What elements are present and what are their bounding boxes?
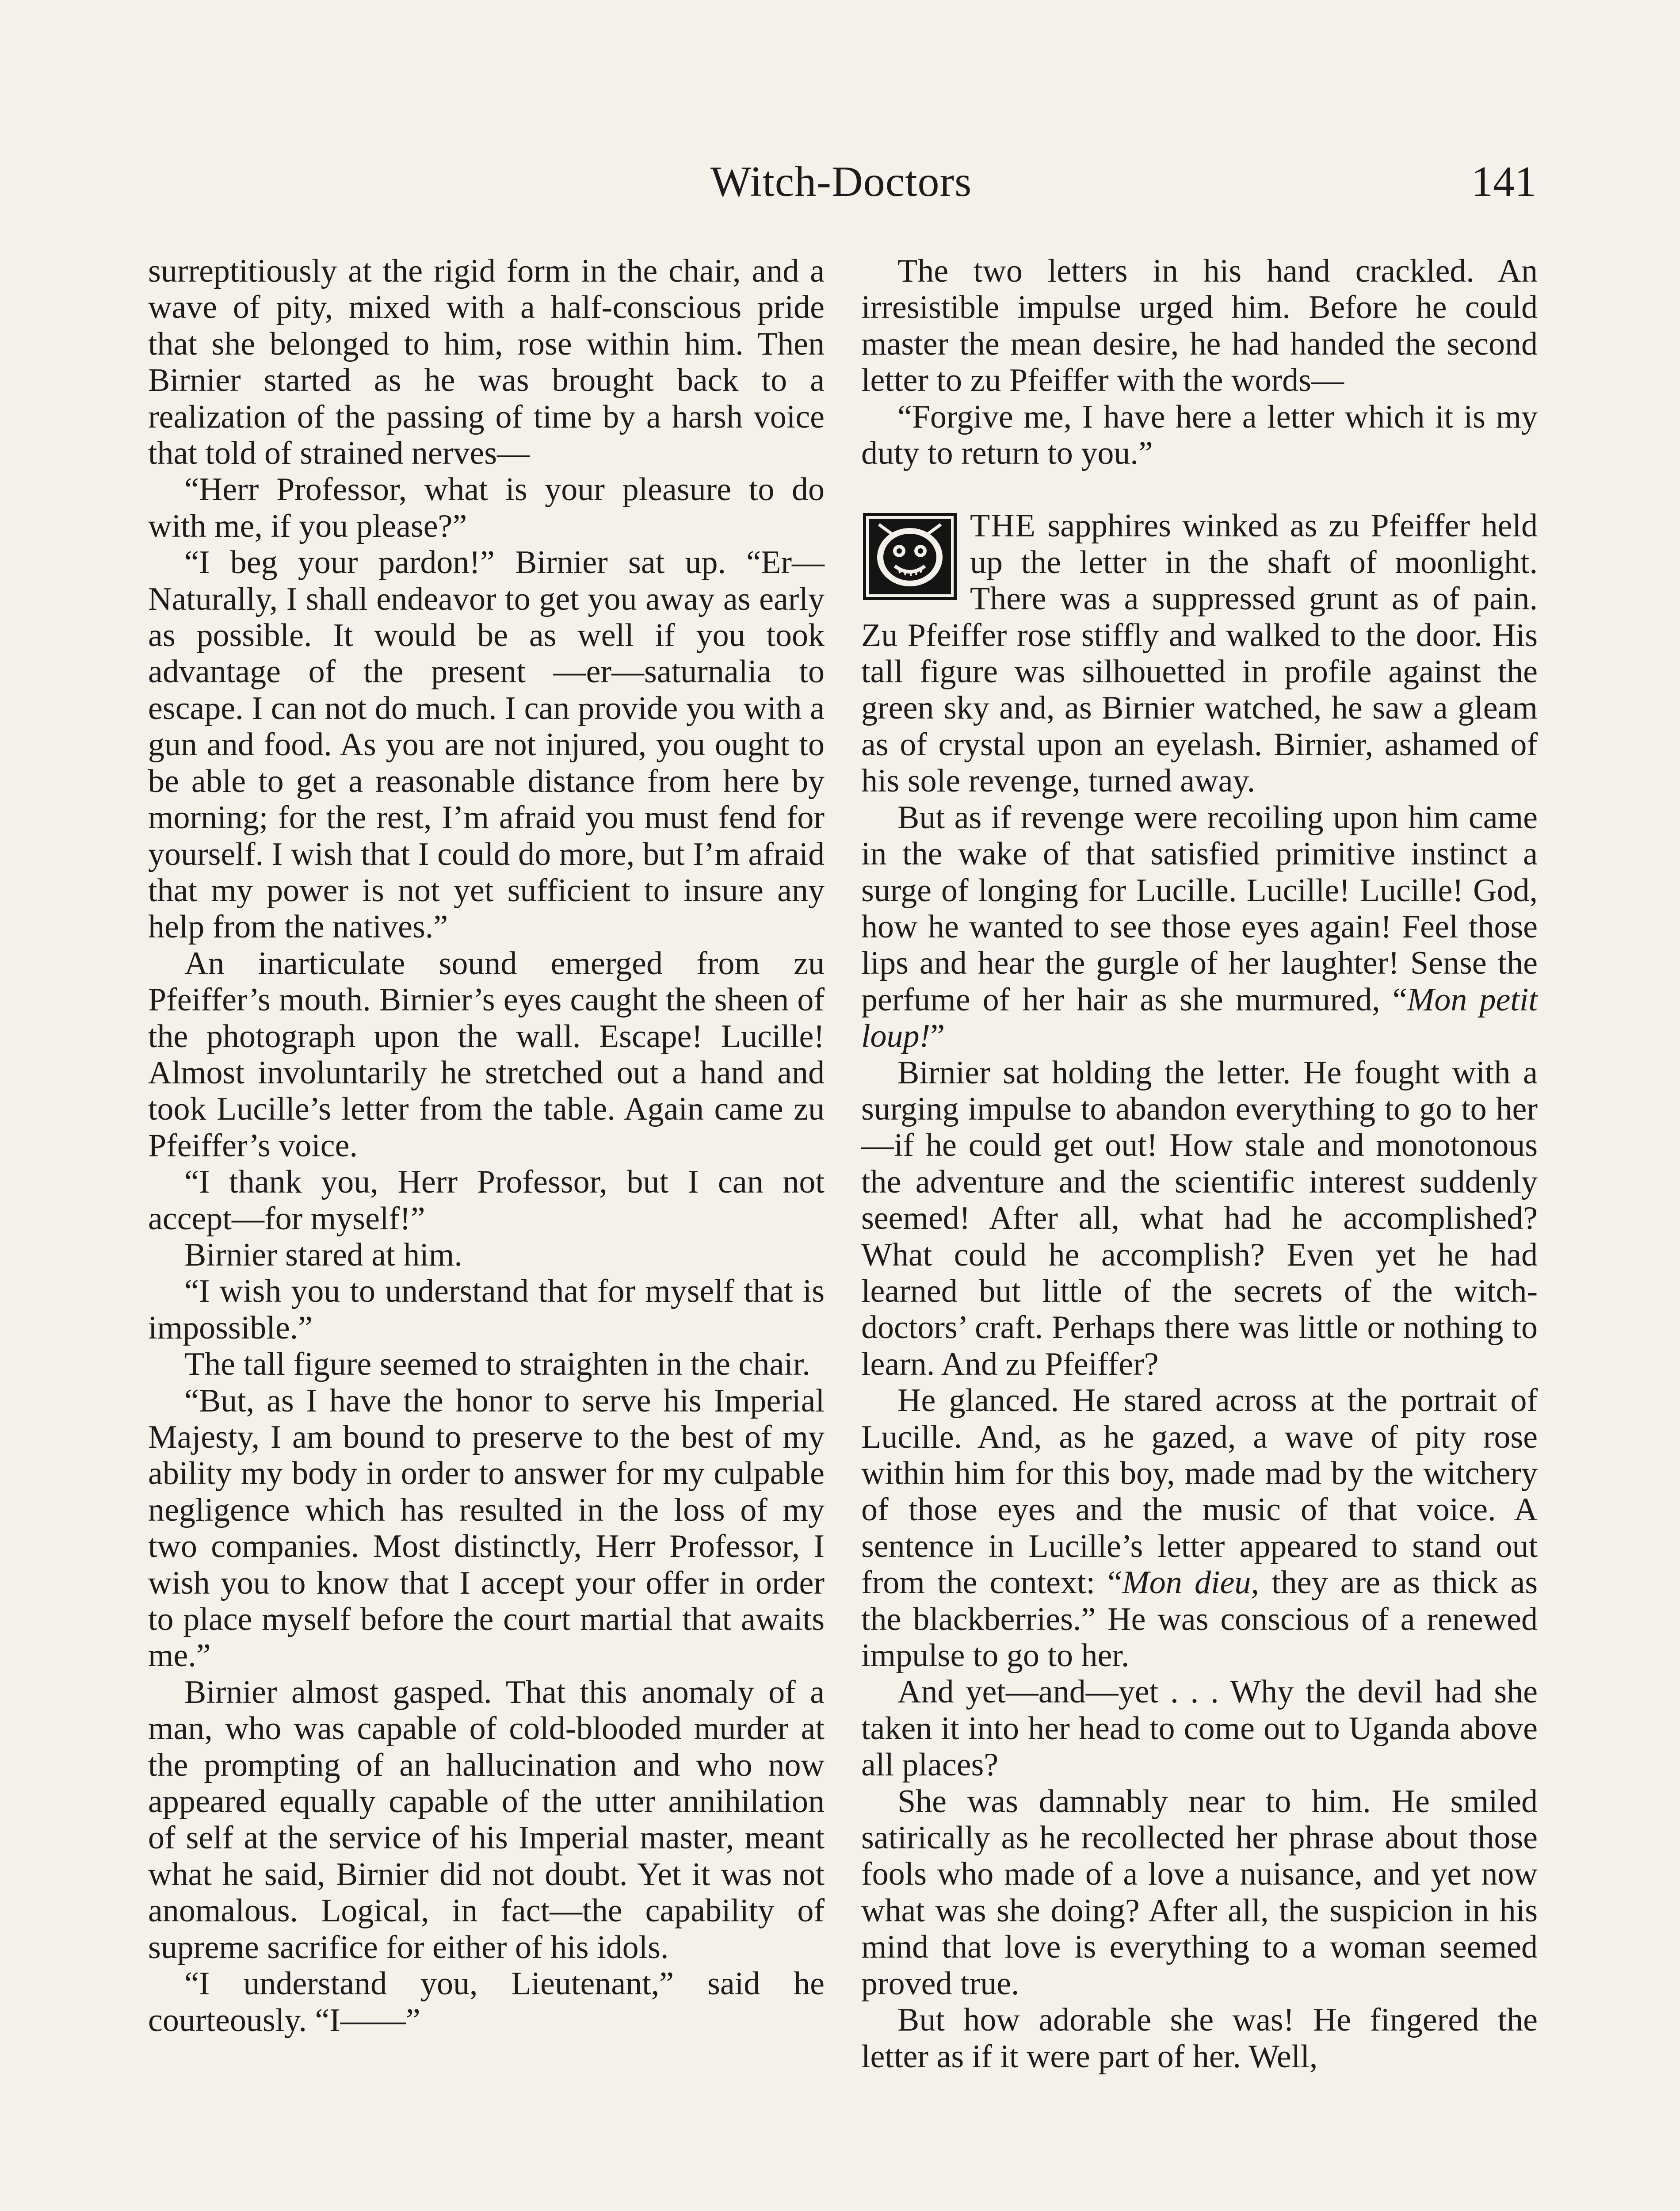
paragraph: The two letters in his hand crackled. An irresistible impulse urged him. Before he could master the mean desire, he had handed the second letter to zu Pfeiffer with the words— <box>861 253 1538 399</box>
paragraph: surreptitiously at the rigid form in the chair, and a wave of pity, mixed with a half-conscious pride that she belonged to him, rose within him. Then Birnier started as he was brought back to a realization of the passing of time by a harsh voice that told of strained nerves— <box>148 253 825 472</box>
running-head: Witch-Doctors <box>710 158 972 206</box>
paragraph-text: sapphires winked as zu Pfeiffer held up the letter in the shaft of moonlight. There was a suppressed grunt as of pain. Zu Pfeiffer rose stiffly and walked to the door. His tall figure was silhouetted in profile against the green sky and, as Birnier watched, he saw a gleam as of crystal upon an eyelash. Birnier, ashamed of his sole revenge, turned away. <box>861 508 1538 799</box>
paragraph-text: He glanced. He stared across at the portrait of Lucille. And, as he gazed, a wave of pity rose within him for this boy, made mad by the witchery of those eyes and the music of that voice. A sentence in Lucille’s letter appeared to stand out from the context: “ <box>861 1382 1538 1601</box>
italic-phrase: Mon petit loup! <box>861 981 1538 1055</box>
italic-phrase: Mon dieu, <box>1122 1565 1259 1601</box>
right-column <box>861 253 1538 2075</box>
paragraph: Birnier sat holding the letter. He fought with a surging impulse to abandon everything to go to her—if he could get out! How stale and monotonous the adventure and the scientific interest suddenly seemed! After all, what had he accomplished? What could he accomplish? Even yet he had learned but little of the secrets of the witch-doctors’ craft. Perhaps there was little or nothing to learn. And zu Pfeiffer? <box>861 1054 1538 1382</box>
paragraph: “Forgive me, I have here a letter which it is my duty to return to you.” <box>861 398 1538 472</box>
open-quote: “ <box>1392 981 1407 1018</box>
paragraph: She was damnably near to him. He smiled satirically as he recollected her phrase about those fools who made of a love a nuisance, and yet now what was she doing? After all, the suspicion in his mind that love is everything to a woman seemed proved true. <box>861 1783 1538 2002</box>
paragraph: “I thank you, Herr Professor, but I can not accept—for myself!” <box>148 1164 825 1237</box>
close-quote: ” <box>930 1018 945 1055</box>
paragraph-text: they are as thick as the blackberries.” He was conscious of a renewed impulse to go to her. <box>861 1565 1538 1674</box>
paragraph: An inarticulate sound emerged from zu Pfeiffer’s mouth. Birnier’s eyes caught the sheen of the photograph upon the wall. Escape! Lucille! Almost involuntarily he stretched out a hand and took Lucille’s letter from the table. Again came zu Pfeiffer’s voice. <box>148 945 825 1164</box>
paragraph: The tall figure seemed to straighten in the chair. <box>184 1346 810 1383</box>
ornamental-dropcap-icon <box>861 511 958 602</box>
paragraph <box>861 1382 1538 1674</box>
paragraph: And yet—and—yet . . . Why the devil had she taken it into her head to come out to Uganda above all places? <box>861 1674 1538 1783</box>
dropcap-word: THE <box>970 508 1036 544</box>
left-column <box>148 253 825 2039</box>
section-opening-paragraph <box>861 508 1538 799</box>
paragraph: “I understand you, Lieutenant,” said he courteously. “I——” <box>148 1966 825 2039</box>
page-number: 141 <box>1471 158 1536 206</box>
paragraph-text: But as if revenge were recoiling upon him came in the wake of that satisfied primitive instinct a surge of longing for Lucille. Lucille! Lucille! God, how he wanted to see those eyes again! Feel those lips and hear the gurgle of her laughter! Sense the perfume of her hair as she murmured, <box>861 799 1538 1018</box>
paragraph: But how adorable she was! He fingered the letter as if it were part of her. Well, <box>861 2002 1538 2075</box>
paragraph: “I beg your pardon!” Birnier sat up. “Er— Naturally, I shall endeavor to get you away as early as possible. It would be as well if you took advantage of the present —er—saturnalia to escape. I can not do much. I can provide you with a gun and food. As you are not injured, you ought to be able to get a reasonable distance from here by morning; for the rest, I’m afraid you must fend for yourself. I wish that I could do more, but I’m afraid that my power is not yet sufficient to insure any help from the natives.” <box>148 544 825 945</box>
paragraph: “Herr Professor, what is your pleasure to do with me, if you please?” <box>148 471 825 544</box>
paragraph: “But, as I have the honor to serve his Imperial Majesty, I am bound to preserve to the best of my ability my body in order to answer for my culpable negligence which has resulted in the loss of my two companies. Most distinctly, Herr Professor, I wish you to know that I accept your offer in order to place myself before the court martial that awaits me.” <box>148 1382 825 1674</box>
paragraph <box>861 799 1538 1055</box>
paragraph: “I wish you to understand that for myself that is impossible.” <box>148 1273 825 1346</box>
paragraph: Birnier stared at him. <box>184 1236 462 1273</box>
paragraph: Birnier almost gasped. That this anomaly of a man, who was capable of cold-blooded murder at the prompting of an hallucination and who now appeared equally capable of the utter annihilation of self at the service of his Imperial master, meant what he said, Birnier did not doubt. Yet it was not anomalous. Logical, in fact—the capability of supreme sacrifice for either of his idols. <box>148 1674 825 1966</box>
page-header <box>146 157 1536 210</box>
